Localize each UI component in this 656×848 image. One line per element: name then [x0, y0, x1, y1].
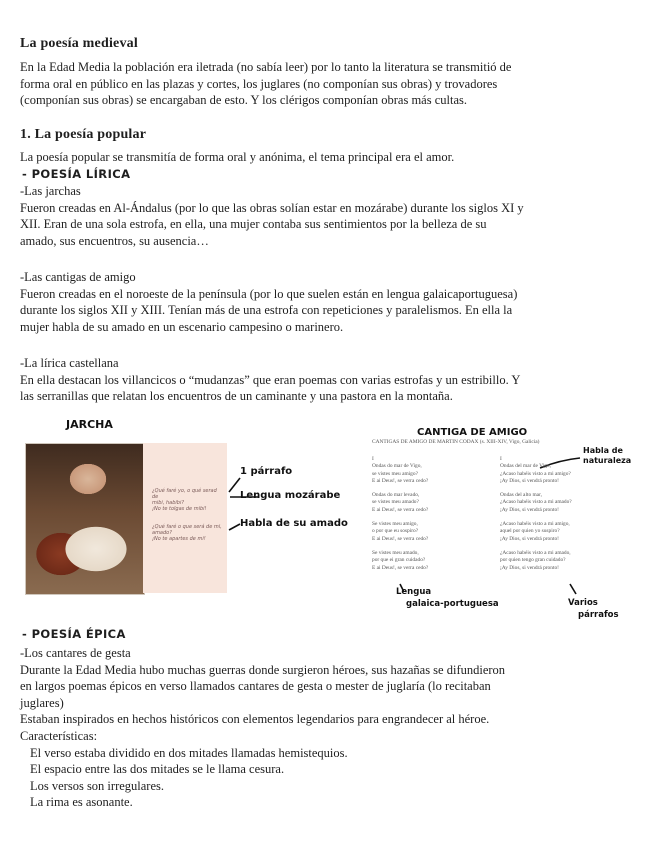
cantiga-left-line: se vistes meu amado? [372, 499, 419, 506]
note-mozarabic: Lengua mozárabe [240, 490, 341, 501]
cantiga-original-column [372, 456, 428, 572]
cantiga-left-spacer [372, 514, 428, 521]
cantigas-title: -Las cantigas de amigo [20, 270, 136, 284]
note-parrafos-line: Varios [568, 598, 598, 608]
feature-item: La rima es asonante. [30, 795, 133, 810]
cantiga-right-line: Ondas del mar de Vigo, [500, 463, 551, 470]
note-one-paragraph: 1 párrafo [240, 466, 293, 477]
note-lengua [396, 586, 499, 610]
castellana-line: las serranillas que relatan los encuentros de un caminante y una pastora en la montaña. [20, 389, 453, 404]
intro-line: En la Edad Media la población era iletrada (no sabía leer) por lo tanto la literatura se transmitió de [20, 60, 512, 74]
feature-item: El espacio entre las dos mitades se le llama cesura. [30, 762, 285, 777]
cantiga-right-line: ¡Ay Dios, si vendrá pronto! [500, 564, 559, 571]
cantiga-right-line: ¡Ay Dios, si vendrá pronto! [500, 477, 559, 484]
castellana-line: En ella destacan los villancicos o “mudanzas” que eran poemas con varias estrofas y un estribillo. Y [20, 372, 521, 387]
jarcha-poem-line: ¡No te tolgas de mibi! [152, 506, 207, 512]
intro-line: (componían sus obras) se encargaban de esto. Y los clérigos componían obras más cultas. [20, 93, 467, 108]
cantiga-right-spacer [500, 485, 572, 492]
cantiga-left-line: E ai Deus!, se verra cedo? [372, 506, 429, 513]
jarchas-title: -Las jarchas [20, 184, 81, 198]
feature-item: El verso estaba dividido en dos mitades llamadas hemistequios. [30, 745, 348, 760]
jarchas-line: amado, sus encuentros, su ausencia… [20, 233, 209, 248]
cantiga-right-spacer [500, 514, 572, 521]
cantiga-left-line: Se vistes meu amigo, [372, 521, 418, 528]
cantiga-right-line: Ondas del alto mar, [500, 492, 542, 499]
cantiga-right-line: aquel por quien yo suspiro? [500, 528, 560, 535]
jarcha-poem-line: mibi, habibi? [152, 500, 185, 506]
section-intro: La poesía popular se transmitía de forma oral y anónima, el tema principal era el amor. [20, 150, 455, 164]
cantares-title: -Los cantares de gesta [20, 646, 131, 660]
jarchas-line: Fueron creadas en Al-Ándalus (por lo que las obras solían estar en mozárabe) durante los siglos XI y [20, 200, 524, 215]
cantiga-right-spacer [500, 543, 572, 550]
intro-paragraph [20, 59, 640, 109]
note-naturaleza-line: naturaleza [583, 456, 632, 465]
cantiga-left-line: por que ei gran cuidado? [372, 557, 426, 564]
epica-line: juglares) [20, 695, 64, 710]
note-naturaleza [583, 446, 631, 466]
cantiga-right-line: ¡Ay Dios, si vendrá pronto! [500, 506, 559, 513]
cantigas-line: Fueron creadas en el noroeste de la península (por lo que suelen están en lengua galaicaportuguesa) [20, 286, 518, 301]
jarcha-handwritten-label: JARCHA [66, 418, 113, 431]
cantiga-left-line: Ondas do mar de Vigo, [372, 463, 422, 470]
cantiga-right-line: I [500, 456, 502, 462]
note-habla-amado: Habla de su amado [240, 518, 348, 529]
section-heading-popular: 1. La poesía popular [20, 127, 147, 142]
castellana-title: -La lírica castellana [20, 356, 119, 370]
jarcha-poem-line: ¡No te apartes de mi! [152, 536, 206, 542]
jarcha-poem-line: amado? [152, 530, 172, 536]
note-lengua-line: galaica-portuguesa [406, 599, 499, 609]
jarcha-poem-line: ¿Qué faré yo, o qué serad de [152, 488, 217, 500]
note-naturaleza-line: Habla de [583, 446, 623, 455]
jarchas-block [20, 183, 640, 249]
epica-block [20, 645, 640, 811]
epica-line: Durante la Edad Media hubo muchas guerras donde surgieron héroes, sus hazañas se difundieron [20, 662, 506, 677]
lirica-handwritten-heading: - POESÍA LÍRICA [22, 167, 131, 181]
note-lengua-line: Lengua [396, 587, 432, 597]
cantiga-right-line: ¿Acaso habéis visto a mi amado, [500, 549, 571, 556]
cantiga-subtitle: CANTIGAS DE AMIGO DE MARTIN CODAX (s. XIII-XIV, Vigo, Galicia) [372, 439, 540, 445]
epica-handwritten-heading: - POESÍA ÉPICA [22, 627, 126, 641]
cantigas-block [20, 269, 640, 335]
epica-line: en largos poemas épicos en verso llamados cantares de gesta o mester de juglaría (lo recitaban [20, 679, 491, 694]
cantiga-right-line: ¿Acaso habéis visto a mi amigo? [500, 470, 571, 477]
cantiga-handwritten-label: CANTIGA DE AMIGO [417, 427, 528, 438]
cantiga-right-line: ¿Acaso habéis visto a mi amado? [500, 499, 572, 506]
cantigas-line: durante los siglos XII y XIII. Tenían más de una estrofa con repeticiones y paralelismos. En ella la [20, 303, 513, 318]
castellana-block [20, 355, 640, 405]
page-title: La poesía medieval [20, 36, 138, 51]
cantiga-left-line: Se vistes meu amado, [372, 549, 419, 556]
cantiga-left-line: E ai Deus!, se verra cedo? [372, 535, 429, 542]
feature-item: Los versos son irregulares. [30, 778, 164, 793]
jarcha-painting-image [25, 443, 145, 595]
jarchas-line: XII. Eran de una sola estrofa, en ella, una mujer contaba sus sentimientos por la belleza de su [20, 217, 487, 232]
jarcha-poem-line: ¿Qué faré o que será de mi, [152, 524, 222, 530]
cantiga-left-line: E ai Deus!, se verra cedo? [372, 564, 429, 571]
cantiga-left-spacer [372, 543, 428, 550]
cantigas-line: mujer habla de su amado en un escenario campesino o marinero. [20, 319, 344, 334]
cantiga-left-line: se vistes meu amigo? [372, 470, 418, 477]
note-parrafos-line: párrafos [578, 610, 619, 620]
cantiga-left-line: Ondas do mar levado, [372, 492, 420, 499]
cantiga-left-line: E ai Deus!, se verra cedo? [372, 477, 429, 484]
cantiga-translation-column [500, 456, 572, 572]
note-varios-parrafos [568, 597, 619, 621]
cantiga-right-line: ¿Acaso habéis visto a mi amigo, [500, 521, 570, 528]
epica-line: Características: [20, 728, 98, 743]
cantiga-right-line: por quien tengo gran cuidado? [500, 557, 566, 564]
cantiga-right-line: ¡Ay Dios, si vendrá pronto! [500, 535, 559, 542]
intro-line: forma oral en público en las plazas y cortes, los juglares (no componían sus obras) y trovadores [20, 76, 498, 91]
jarcha-poem [152, 488, 224, 542]
cantiga-left-spacer [372, 485, 428, 492]
cantiga-left-line: I [372, 456, 374, 462]
epica-line: Estaban inspirados en hechos históricos con elementos legendarios para engrandecer al héroe. [20, 712, 490, 727]
cantiga-left-line: o por que eu sospiro? [372, 528, 419, 535]
